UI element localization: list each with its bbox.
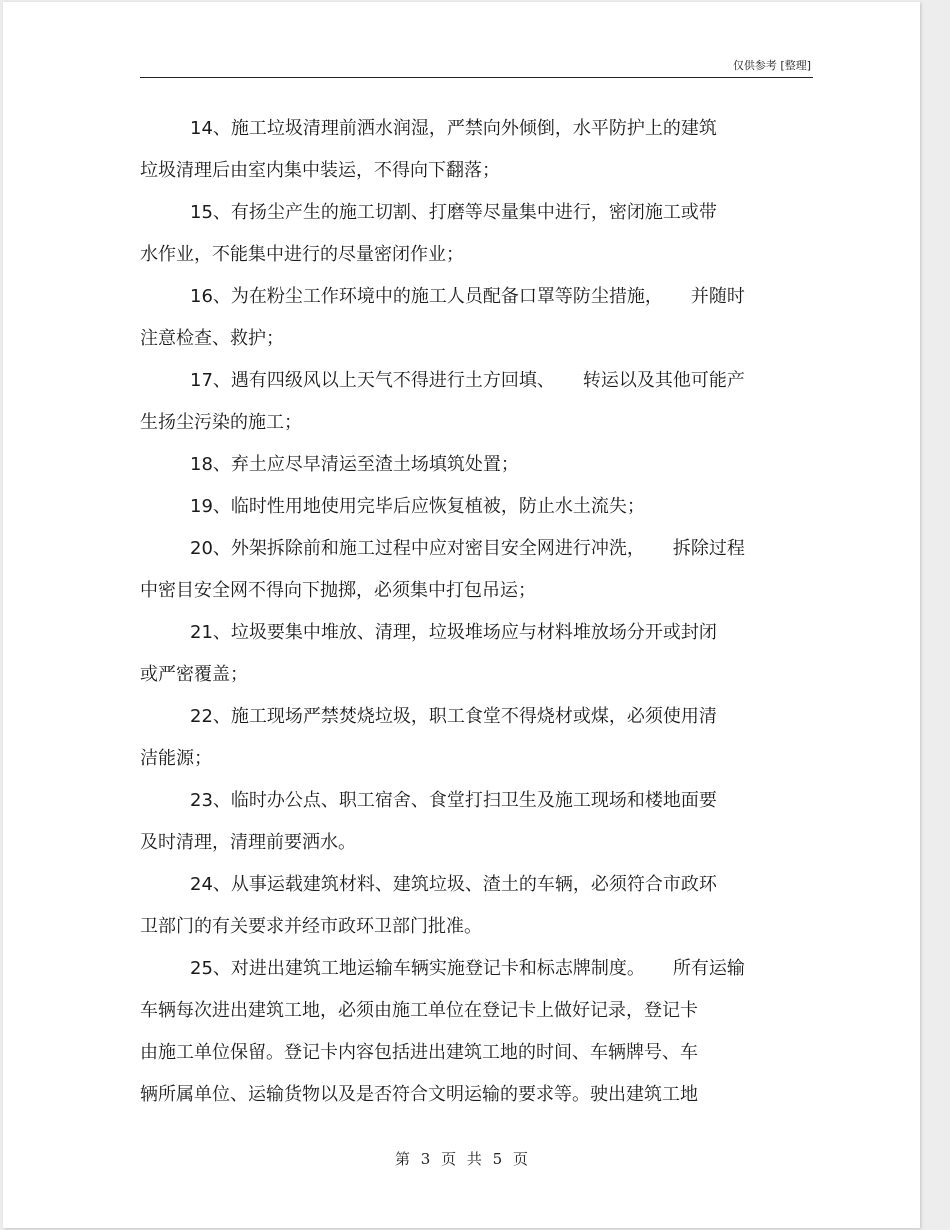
paragraph-line: 18、弃土应尽早清运至渣土场填筑处置； bbox=[190, 454, 519, 475]
paragraph-line: 22、施工现场严禁焚烧垃圾，职工食堂不得烧材或煤，必须使用清 bbox=[190, 706, 717, 727]
page-number: 第 3 页 共 5 页 bbox=[395, 1150, 528, 1168]
paragraph-line: 水作业，不能集中进行的尽量密闭作业； bbox=[140, 244, 464, 265]
paragraph-line bbox=[140, 528, 813, 570]
paragraph-line: 车辆每次进出建筑工地，必须由施工单位在登记卡上做好记录，登记卡 bbox=[140, 1000, 698, 1021]
header-note: 仅供参考 [整理] bbox=[732, 59, 811, 72]
paragraph-line: 垃圾清理后由室内集中装运，不得向下翻落； bbox=[140, 160, 500, 181]
paragraph-line: 及时清理，清理前要洒水。 bbox=[140, 832, 356, 853]
paragraph-text-tail: 并随时 bbox=[690, 286, 745, 307]
paragraph-line: 卫部门的有关要求并经市政环卫部门批准。 bbox=[140, 916, 482, 937]
paragraph-line bbox=[140, 360, 813, 402]
paragraph-text-tail: 转运以及其他可能产 bbox=[582, 370, 745, 391]
paragraph-line: 24、从事运载建筑材料、建筑垃圾、渣土的车辆，必须符合市政环 bbox=[190, 874, 717, 895]
paragraph-line: 由施工单位保留。登记卡内容包括进出建筑工地的时间、车辆牌号、车 bbox=[140, 1042, 698, 1063]
paragraph-line: 15、有扬尘产生的施工切割、打磨等尽量集中进行，密闭施工或带 bbox=[190, 202, 717, 223]
paragraph-text: 17、遇有四级风以上天气不得进行土方回填、 bbox=[190, 370, 555, 391]
paragraph-text-tail: 拆除过程 bbox=[672, 538, 745, 559]
document-body bbox=[140, 108, 813, 1116]
document-page bbox=[3, 2, 920, 1228]
paragraph-line: 中密目安全网不得向下抛掷，必须集中打包吊运； bbox=[140, 580, 536, 601]
paragraph-line bbox=[140, 948, 813, 990]
paragraph-line: 14、施工垃圾清理前洒水润湿，严禁向外倾倒，水平防护上的建筑 bbox=[190, 118, 717, 139]
paragraph-line: 生扬尘污染的施工； bbox=[140, 412, 302, 433]
paragraph-line bbox=[140, 276, 813, 318]
paragraph-text-tail: 所有运输 bbox=[672, 958, 745, 979]
paragraph-text: 16、为在粉尘工作环境中的施工人员配备口罩等防尘措施， bbox=[190, 286, 663, 307]
paragraph-line: 洁能源； bbox=[140, 748, 212, 769]
paragraph-line: 辆所属单位、运输货物以及是否符合文明运输的要求等。驶出建筑工地 bbox=[140, 1084, 698, 1105]
page-header bbox=[140, 57, 813, 78]
paragraph-line: 19、临时性用地使用完毕后应恢复植被，防止水土流失； bbox=[190, 496, 645, 517]
paragraph-line: 注意检查、救护； bbox=[140, 328, 284, 349]
paragraph-text: 25、对进出建筑工地运输车辆实施登记卡和标志牌制度。 bbox=[190, 958, 645, 979]
paragraph-line: 23、临时办公点、职工宿舍、食堂打扫卫生及施工现场和楼地面要 bbox=[190, 790, 717, 811]
paragraph-text: 20、外架拆除前和施工过程中应对密目安全网进行冲洗， bbox=[190, 538, 645, 559]
paragraph-line: 21、垃圾要集中堆放、清理，垃圾堆场应与材料堆放场分开或封闭 bbox=[190, 622, 717, 643]
paragraph-line: 或严密覆盖； bbox=[140, 664, 248, 685]
